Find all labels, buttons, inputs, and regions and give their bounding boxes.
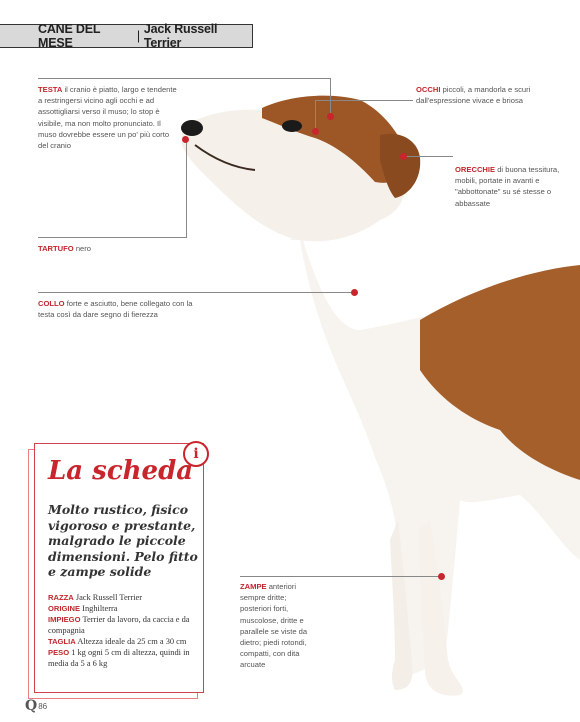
page-number: 86 — [38, 701, 48, 711]
annotation-key: TARTUFO — [38, 244, 74, 253]
annotation-collo — [38, 298, 198, 320]
fact-key: TAGLIA — [48, 637, 76, 646]
annotation-key: OCCHI — [416, 85, 441, 94]
orecchie-line — [405, 156, 453, 157]
fact-value: Altezza ideale da 25 cm a 30 cm — [75, 637, 187, 646]
tartufo-line-v — [186, 140, 187, 237]
annotation-orecchie — [455, 164, 565, 209]
breed-label: Jack Russell Terrier — [143, 22, 218, 50]
testa-line-v — [330, 78, 331, 116]
fact-value: Jack Russell Terrier — [73, 593, 143, 602]
collo-dot — [351, 289, 358, 296]
annotation-text: forte e asciutto, bene collegato con la testa così da dare segno di fierezza — [38, 299, 193, 320]
annotation-text: di buona tessitura, mobili, portate in avanti e "abbottonate" su sé stesse o abbassate — [455, 165, 560, 208]
occhi-line-v — [315, 100, 316, 130]
dog-nose — [181, 120, 203, 136]
annotation-testa — [38, 84, 178, 151]
zampe-line — [240, 576, 441, 577]
fact-key: PESO — [48, 648, 70, 657]
occhi-dot — [312, 128, 319, 135]
fact-razza — [48, 592, 198, 603]
scheda-title: La scheda — [48, 456, 194, 486]
zampe-dot — [438, 573, 445, 580]
annotation-key: ORECCHIE — [455, 165, 496, 174]
collo-line — [38, 292, 355, 293]
annotation-key: ZAMPE — [240, 582, 267, 591]
annotation-zampe — [240, 581, 310, 671]
fact-value: Inghilterra — [80, 604, 118, 613]
page-footer — [25, 698, 47, 714]
annotation-occhi — [416, 84, 556, 106]
annotation-key: TESTA — [38, 85, 63, 94]
dog-eye — [282, 120, 302, 132]
orecchie-dot — [400, 153, 407, 160]
annotation-key: COLLO — [38, 299, 65, 308]
occhi-line — [315, 100, 413, 101]
annotation-tartufo — [38, 243, 178, 254]
fact-value: Terrier da lavoro, da caccia e da compagnia — [48, 615, 190, 635]
annotation-text: il cranio è piatto, largo e tendente a restringersi vicino agli occhi e ad assottigliarsi verso il muso; lo stop è visibile, ma non molto pronunciato. Il muso dovrebbe essere un po' più corto del cranio — [38, 85, 177, 151]
fact-key: ORIGINE — [48, 604, 81, 613]
fact-key: RAZZA — [48, 593, 74, 602]
testa-line-h — [38, 78, 330, 79]
fact-impiego — [48, 614, 198, 636]
fact-key: IMPIEGO — [48, 615, 81, 624]
section-label: CANE DEL MESE — [38, 22, 101, 50]
testa-dot — [327, 113, 334, 120]
fact-peso — [48, 647, 198, 669]
scheda-facts — [48, 592, 198, 669]
info-icon: i — [183, 441, 209, 467]
fact-value: 1 kg ogni 5 cm di altezza, quindi in media da 5 a 6 kg — [48, 648, 190, 668]
fact-taglia — [48, 636, 198, 647]
annotation-text: nero — [73, 244, 92, 253]
annotation-text: anteriori sempre dritte; posteriori forti, muscolose, dritte e parallele se viste da dietro; piedi rotondi, compatti, con dita arcuate — [240, 582, 308, 670]
header-separator: | — [136, 29, 140, 43]
scheda-intro: Molto rustico, fisico vigoroso e prestante, malgrado le piccole dimensioni. Pelo fitto e zampe solide — [48, 502, 198, 579]
tartufo-dot — [182, 136, 189, 143]
annotation-text: piccoli, a mandorla e scuri dall'espressione vivace e briosa — [416, 85, 531, 106]
fact-origine — [48, 603, 198, 614]
magazine-logo: Q — [25, 698, 38, 714]
tartufo-line-h — [38, 237, 187, 238]
